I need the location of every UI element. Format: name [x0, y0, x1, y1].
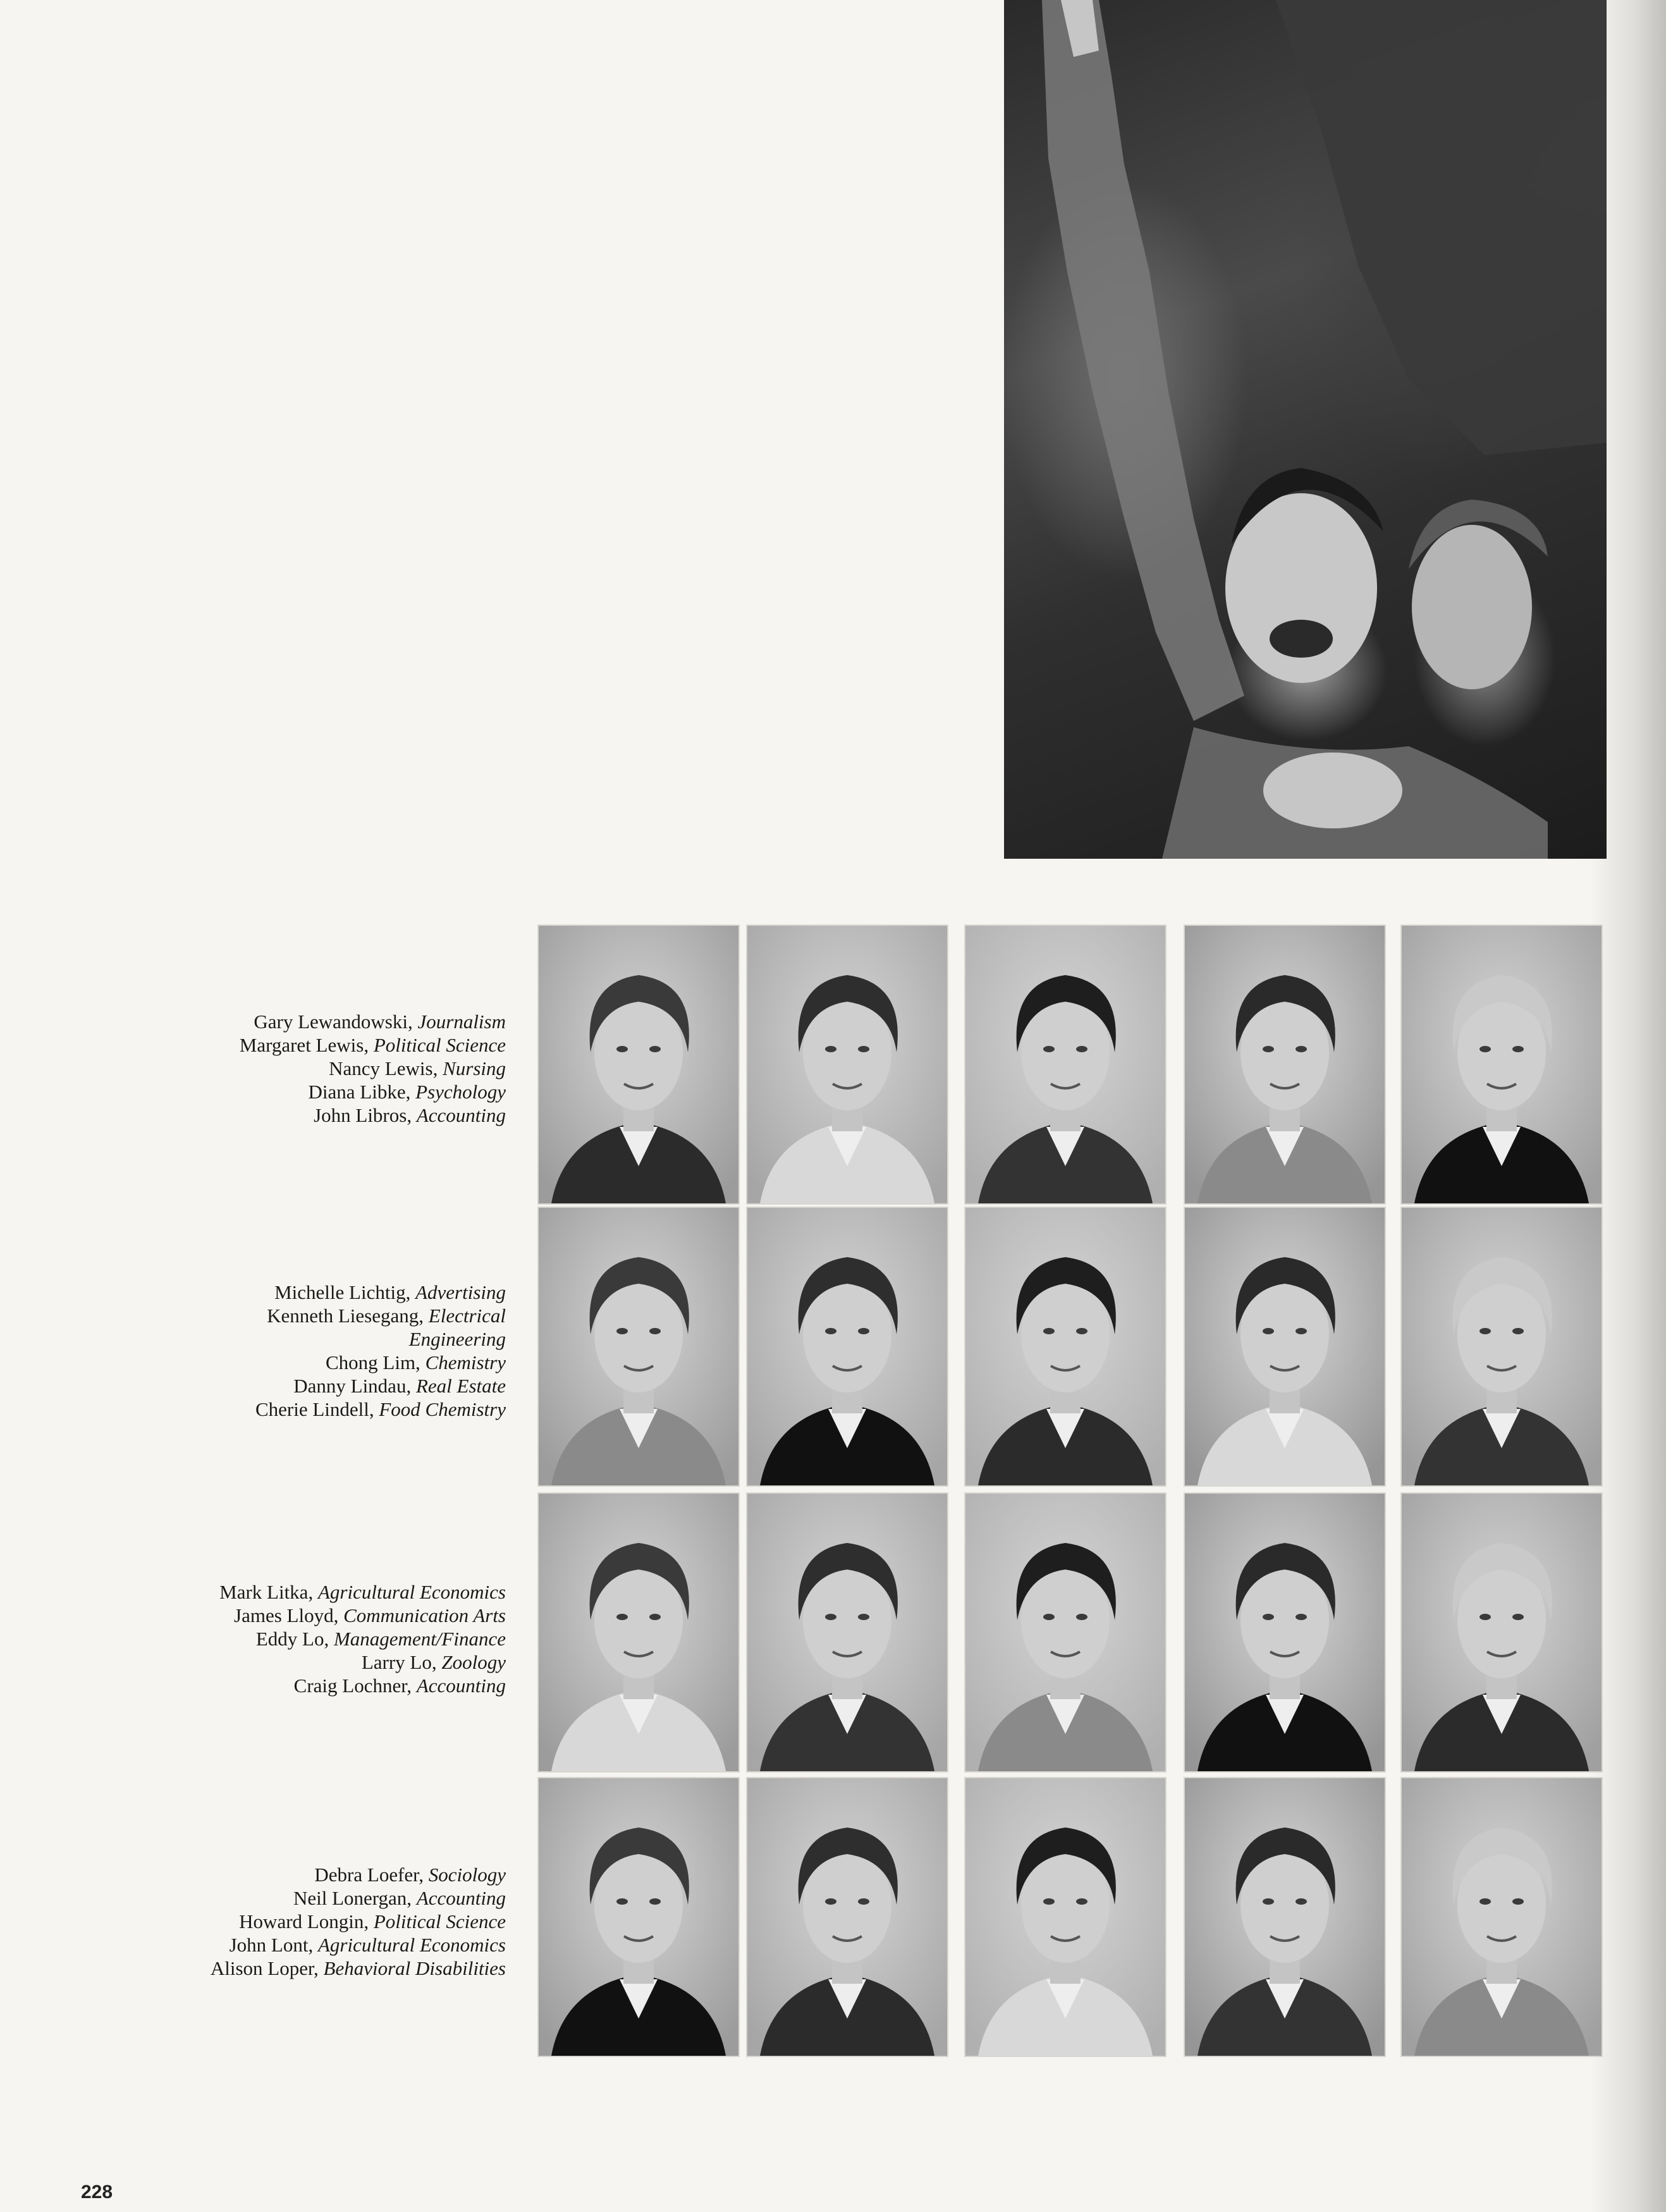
- caption-line: John Libros, Accounting: [314, 1104, 506, 1126]
- student-portrait-photo-icon: [965, 1778, 1165, 2056]
- student-portrait-photo-icon: [965, 926, 1165, 1203]
- caption-line: Alison Loper, Behavioral Disabilities: [210, 1957, 506, 1979]
- student-portrait-photo-icon: [965, 1208, 1165, 1485]
- student-portrait: [746, 1492, 948, 1773]
- row-2-captions: [101, 1281, 506, 1421]
- caption-line: Mark Litka, Agricultural Economics: [219, 1581, 506, 1603]
- student-portrait: [964, 1207, 1167, 1487]
- row-3-captions: [101, 1580, 506, 1697]
- student-portrait-photo-icon: [539, 1208, 738, 1485]
- caption-line: Engineering: [408, 1328, 506, 1350]
- caption-line: Cherie Lindell, Food Chemistry: [255, 1398, 506, 1420]
- caption-line: John Lont, Agricultural Economics: [229, 1934, 506, 1956]
- student-portrait-photo-icon: [747, 1778, 947, 2056]
- student-portrait: [1400, 1492, 1603, 1773]
- student-portrait-photo-icon: [1185, 1778, 1385, 2056]
- student-portrait: [746, 925, 948, 1205]
- student-portrait: [537, 925, 740, 1205]
- student-portrait: [1184, 1777, 1386, 2057]
- student-portrait-photo-icon: [539, 1778, 738, 2056]
- caption-line: Debra Loefer, Sociology: [314, 1864, 506, 1886]
- caption-line: Chong Lim, Chemistry: [325, 1351, 506, 1373]
- student-portrait: [537, 1777, 740, 2057]
- student-portrait: [1400, 925, 1603, 1205]
- row-4-captions: [101, 1863, 506, 1980]
- candid-crowd-photo: [1004, 0, 1607, 859]
- student-portrait: [1400, 1207, 1603, 1487]
- student-portrait: [964, 1492, 1167, 1773]
- caption-line: Kenneth Liesegang, Electrical: [267, 1305, 506, 1327]
- page-number: 228: [81, 2182, 113, 2203]
- caption-line: Michelle Lichtig, Advertising: [274, 1281, 506, 1303]
- student-portrait-photo-icon: [539, 926, 738, 1203]
- student-portrait-photo-icon: [747, 1208, 947, 1485]
- student-portrait-photo-icon: [747, 926, 947, 1203]
- student-portrait: [1184, 925, 1386, 1205]
- student-portrait: [746, 1777, 948, 2057]
- caption-line: Larry Lo, Zoology: [361, 1651, 506, 1673]
- student-portrait-photo-icon: [539, 1494, 738, 1771]
- student-portrait-photo-icon: [747, 1494, 947, 1771]
- student-portrait: [746, 1207, 948, 1487]
- caption-line: Eddy Lo, Management/Finance: [255, 1628, 506, 1650]
- crowd-celebration-photo-icon: [1004, 0, 1607, 859]
- caption-line: Margaret Lewis, Political Science: [239, 1034, 506, 1056]
- caption-line: Neil Lonergan, Accounting: [293, 1887, 506, 1909]
- student-portrait-photo-icon: [1402, 1494, 1602, 1771]
- student-portrait: [537, 1207, 740, 1487]
- student-portrait-photo-icon: [1185, 1208, 1385, 1485]
- student-portrait-photo-icon: [1185, 926, 1385, 1203]
- caption-line: Craig Lochner, Accounting: [293, 1674, 506, 1697]
- student-portrait: [1184, 1492, 1386, 1773]
- caption-line: James Lloyd, Communication Arts: [234, 1604, 506, 1626]
- caption-line: Gary Lewandowski, Journalism: [254, 1011, 506, 1033]
- student-portrait: [1400, 1777, 1603, 2057]
- student-portrait: [537, 1492, 740, 1773]
- caption-line: Nancy Lewis, Nursing: [329, 1057, 506, 1079]
- student-portrait-photo-icon: [965, 1494, 1165, 1771]
- student-portrait: [1184, 1207, 1386, 1487]
- row-1-captions: [101, 1010, 506, 1127]
- student-portrait-photo-icon: [1402, 926, 1602, 1203]
- caption-line: Danny Lindau, Real Estate: [293, 1375, 506, 1397]
- student-portrait-photo-icon: [1185, 1494, 1385, 1771]
- caption-line: Howard Longin, Political Science: [239, 1910, 506, 1932]
- student-portrait: [964, 925, 1167, 1205]
- student-portrait: [964, 1777, 1167, 2057]
- caption-line: Diana Libke, Psychology: [308, 1081, 506, 1103]
- student-portrait-photo-icon: [1402, 1208, 1602, 1485]
- student-portrait-photo-icon: [1402, 1778, 1602, 2056]
